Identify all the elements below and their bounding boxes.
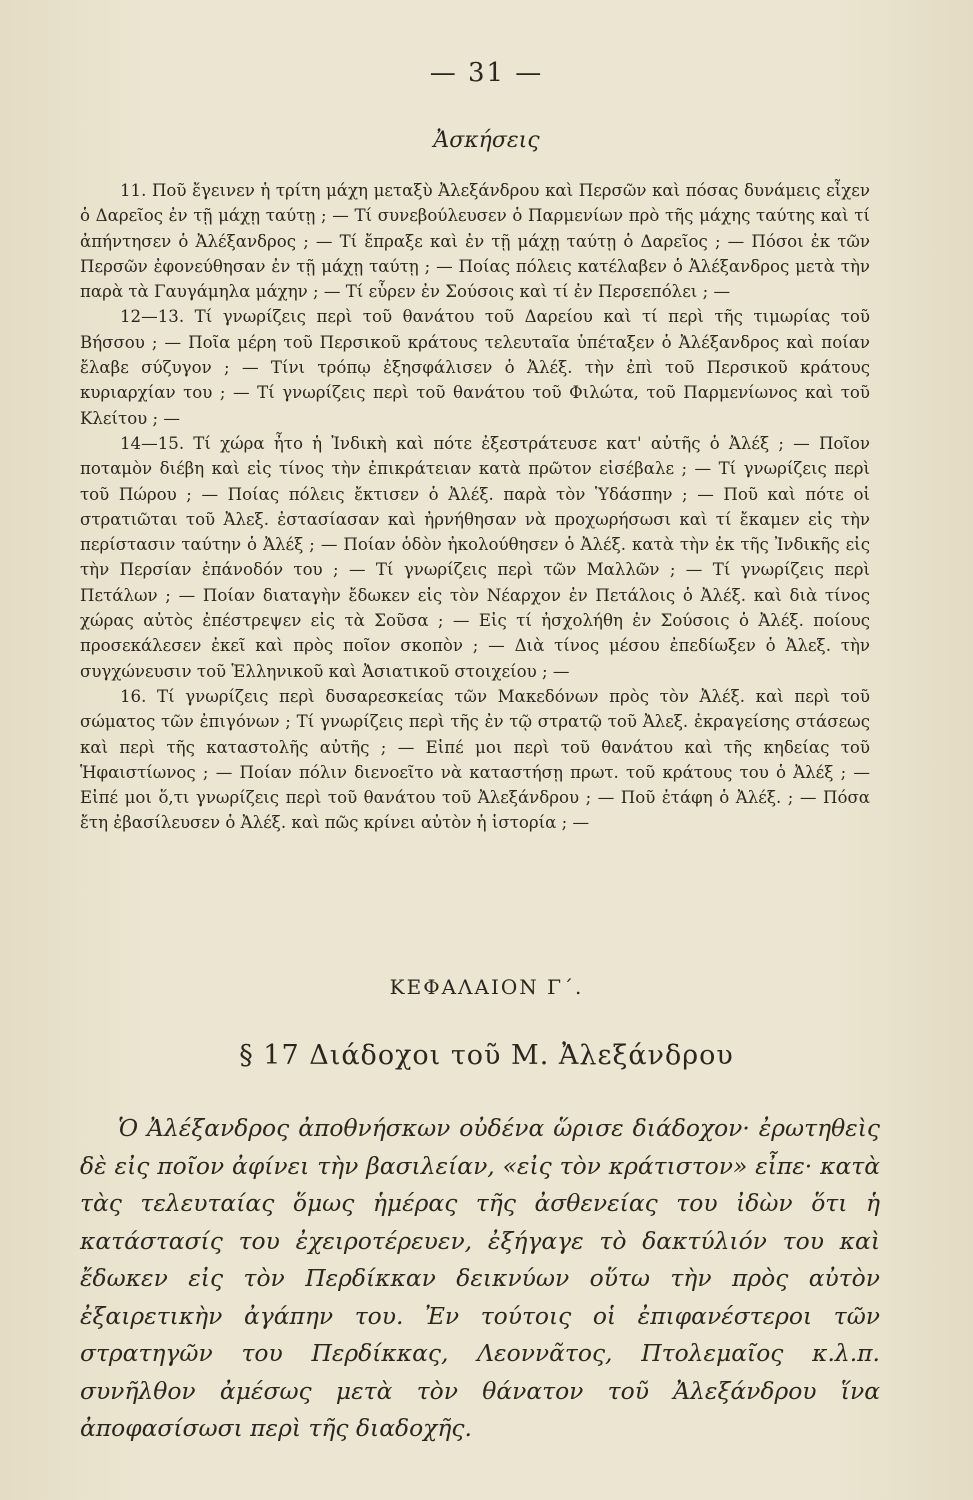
exercises-heading: Ἀσκήσεις (433, 128, 540, 153)
body-paragraph: Ὁ Ἀλέξανδρος ἀποθνήσκων οὐδένα ὥρισε διάδοχον· ἐρωτηθεὶς δὲ εἰς ποῖον ἀφίνει τὴν βασιλείαν, «εἰς τὸν κράτιστον» εἶπε· κατὰ τὰς τελευταίας ὅμως ἡμέρας τῆς ἀσθενείας του ἰδὼν ὅτι ἡ κατάστασίς του ἐχειροτέρευεν, ἐξήγαγε τὸ δακτύλιόν του καὶ ἔδωκεν εἰς τὸν Περδίκκαν δεικνύων οὕτω τὴν πρὸς αὐτὸν ἐξαιρετικὴν ἀγάπην του. Ἐν τούτοις οἱ ἐπιφανέστεροι τῶν στρατηγῶν του Περδίκκας, Λεοννᾶτος, Πτολεμαῖος κ.λ.π. συνῆλθον ἀμέσως μετὰ τὸν θάνατον τοῦ Ἀλεξάνδρου ἵνα ἀποφασίσωσι περὶ τῆς διαδοχῆς. (80, 1114, 880, 1442)
page-number: — 31 — (429, 58, 544, 88)
exercise-paragraph: 16. Τί γνωρίζεις περὶ δυσαρεσκείας τῶν Μακεδόνων πρὸς τὸν Ἀλέξ. καὶ περὶ τοῦ σώματος τῶν ἐπιγόνων ; Τί γνωρίζεις περὶ τῆς ἐν τῷ στρατῷ τοῦ Ἀλεξ. ἐκραγείσης στάσεως καὶ περὶ τῆς καταστολῆς αὐτῆς ; — Εἰπέ μοι περὶ τοῦ θανάτου καὶ τῆς κηδείας τοῦ Ἡφαιστίωνος ; — Ποίαν πόλιν διενοεῖτο νὰ καταστήσῃ πρωτ. τοῦ κράτους του ὁ Ἀλέξ ; — Εἰπέ μοι ὅ,τι γνωρίζεις περὶ τοῦ θανάτου τοῦ Ἀλεξάνδρου ; — Ποῦ ἐτάφη ὁ Ἀλέξ. ; — Πόσα ἔτη ἐβασίλευσεν ὁ Ἀλέξ. καὶ πῶς κρίνει αὐτὸν ἡ ἱστορία ; — (80, 686, 870, 833)
exercise-paragraph: 12—13. Τί γνωρίζεις περὶ τοῦ θανάτου τοῦ Δαρείου καὶ τί περὶ τῆς τιμωρίας τοῦ Βήσσου ; — Ποῖα μέρη τοῦ Περσικοῦ κράτους τελευταῖα ὑπέταξεν ὁ Ἀλέξανδρος καὶ ποίαν ἔλαβε σύζυγον ; — Τίνι τρόπῳ ἐξησφάλισεν ὁ Ἀλέξ. τὴν ἐπὶ τοῦ Περσικοῦ κράτους κυριαρχίαν του ; — Τί γνωρίζεις περὶ τοῦ θανάτου τοῦ Φιλώτα, τοῦ Παρμενίωνος καὶ τοῦ Κλείτου ; — (80, 307, 870, 428)
chapter-heading: ΚΕΦΑΛΑΙΟΝ Γ΄. (389, 975, 584, 999)
section-heading: § 17 Διάδοχοι τοῦ Μ. Ἀλεξάνδρου (239, 1040, 734, 1071)
exercises-block (80, 178, 870, 836)
exercise-paragraph: 11. Ποῦ ἔγεινεν ἡ τρίτη μάχη μεταξὺ Ἀλεξάνδρου καὶ Περσῶν καὶ πόσας δυνάμεις εἶχεν ὁ Δαρεῖος ἐν τῇ μάχῃ ταύτῃ ; — Τί συνεβούλευσεν ὁ Παρμενίων πρὸ τῆς μάχης ταύτης καὶ τί ἀπήντησεν ὁ Ἀλέξανδρος ; — Τί ἔπραξε καὶ ἐν τῇ μάχῃ ταύτῃ ὁ Δαρεῖος ; — Πόσοι ἐκ τῶν Περσῶν ἐφονεύθησαν ἐν τῇ μάχῃ ταύτῃ ; — Ποίας πόλεις κατέλαβεν ὁ Ἀλέξανδρος μετὰ τὴν παρὰ τὰ Γαυγάμηλα μάχην ; — Τί εὗρεν ἐν Σούσοις καὶ τί ἐν Περσεπόλει ; — (80, 181, 870, 302)
body-text (80, 1110, 880, 1448)
exercise-paragraph: 14—15. Τί χώρα ἦτο ἡ Ἰνδικὴ καὶ πότε ἐξεστράτευσε κατ' αὐτῆς ὁ Ἀλέξ ; — Ποῖον ποταμὸν διέβη καὶ εἰς τίνος τὴν ἐπικράτειαν κατὰ πρῶτον εἰσέβαλε ; — Τί γνωρίζεις περὶ τοῦ Πώρου ; — Ποίας πόλεις ἔκτισεν ὁ Ἀλέξ. παρὰ τὸν Ὑδάσπην ; — Ποῦ καὶ πότε οἱ στρατιῶται τοῦ Ἀλεξ. ἐστασίασαν καὶ ἠρνήθησαν νὰ προχωρήσωσι καὶ τί ἔκαμεν εἰς τὴν περίστασιν ταύτην ὁ Ἀλέξ ; — Ποίαν ὁδὸν ἠκολούθησεν ὁ Ἀλέξ. κατὰ τὴν ἐκ τῆς Ἰνδικῆς εἰς τὴν Περσίαν ἐπάνοδόν του ; — Τί γνωρίζεις περὶ τῶν Μαλλῶν ; — Τί γνωρίζεις περὶ Πετάλων ; — Ποίαν διαταγὴν ἔδωκεν εἰς τὸν Νέαρχον ἐν Πετάλοις ὁ Ἀλέξ. καὶ διὰ τίνος χώρας αὐτὸς ἐπέστρεψεν εἰς τὰ Σοῦσα ; — Εἰς τί ἠσχολήθη ἐν Σούσοις ὁ Ἀλέξ. ποίους προσεκάλεσεν ἐκεῖ καὶ πρὸς ποῖον σκοπὸν ; — Διὰ τίνος μέσου ἐπεδίωξεν ὁ Ἀλεξ. τὴν συγχώνευσιν τοῦ Ἑλληνικοῦ καὶ Ἀσιατικοῦ στοιχείου ; — (80, 433, 870, 681)
